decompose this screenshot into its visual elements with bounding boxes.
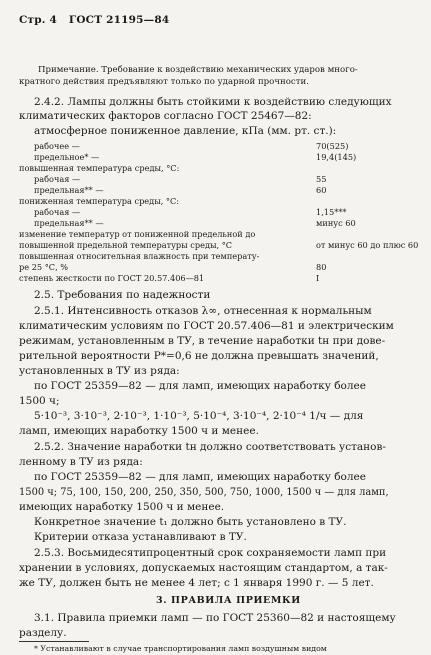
footnote-rule [19, 641, 89, 642]
param-label: повышенная относительная влажность при температу- [19, 251, 260, 261]
p253-line: хранении в условиях, допускаемых настоящим стандартом, а так- [19, 562, 388, 574]
note-line-1: Примечание. Требование к воздействию механических ударов много- [38, 65, 358, 75]
p251-line: климатическим условиям по ГОСТ 20.57.406—81 и электрическим [19, 320, 394, 332]
p251-line: 1500 ч; [19, 395, 60, 407]
p31-line: разделу. [19, 627, 67, 639]
p253-line: же ТУ, должен быть не менее 4 лет; с 1 января 1990 г. — 5 лет. [19, 577, 374, 589]
param-value: I [316, 273, 320, 283]
p252-line: 2.5.2. Значение наработки tн должно соответствовать установ- [34, 441, 386, 453]
param-label: рабочая — [34, 174, 81, 184]
p251-line: ламп, имеющих наработку 1500 ч и менее. [19, 425, 259, 437]
param-label: изменение температур от пониженной предельной до [19, 229, 256, 239]
page-header [19, 14, 169, 26]
param-label: рабочая — [34, 207, 81, 217]
p242-line-2: климатических факторов согласно ГОСТ 25467—82: [19, 110, 312, 122]
p31-line: 3.1. Правила приемки ламп — по ГОСТ 25360—82 и настоящему [34, 612, 396, 624]
param-value: 1,15*** [316, 207, 347, 217]
p251-line: режимам, установленным в ТУ, в течение наработки tн при дове- [19, 335, 386, 347]
param-value: 19,4(145) [316, 152, 357, 162]
param-value: 55 [316, 174, 327, 184]
param-value: 70(525) [316, 141, 349, 151]
p251-line: 2.5.1. Интенсивность отказов λ∞, отнесенная к нормальным [34, 305, 372, 317]
p251-line: по ГОСТ 25359—82 — для ламп, имеющих наработку более [34, 380, 366, 392]
param-label: степень жесткости по ГОСТ 20.57.406—81 [19, 273, 205, 283]
p252-line: Критерии отказа устанавливают в ТУ. [34, 531, 247, 543]
p252-line: по ГОСТ 25359—82 — для ламп, имеющих наработку более [34, 471, 366, 483]
note-line-2: кратного действия предъявляют только по ударной прочности. [19, 77, 309, 87]
footnote-line: * Устанавливают в случае транспортирования ламп воздушным видом [34, 644, 327, 653]
param-label: предельное* — [34, 152, 100, 162]
page-label: Стр. 4 [19, 14, 58, 26]
p251-line: 5·10⁻³, 3·10⁻³, 2·10⁻³, 1·10⁻³, 5·10⁻⁴, 3·10⁻⁴, 2·10⁻⁴ 1/ч — для [34, 410, 364, 422]
param-label: пониженная температура среды, °С: [19, 196, 180, 206]
param-value: минус 60 [316, 218, 356, 228]
p251-line: рительной вероятности P*=0,6 не должна превышать значений, [19, 350, 379, 362]
p252-line: ленному в ТУ из ряда: [19, 456, 143, 468]
param-label: предельная** — [34, 218, 104, 228]
p251-line: установленных в ТУ из ряда: [19, 365, 180, 377]
p252-line: Конкретное значение t₁ должно быть установлено в ТУ. [34, 516, 347, 528]
param-value: от минус 60 до плюс 60 [316, 240, 419, 250]
section-2-5-title: 2.5. Требования по надежности [34, 289, 211, 301]
param-value: 60 [316, 185, 327, 195]
section-3-title: 3. ПРАВИЛА ПРИЕМКИ [156, 595, 301, 606]
p242-line-3: атмосферное пониженное давление, кПа (мм. рт. ст.): [34, 125, 337, 137]
standard-number: ГОСТ 21195—84 [68, 14, 170, 26]
param-label: повышенной предельной температуры среды, °С [19, 240, 233, 250]
param-label: предельная** — [34, 185, 104, 195]
p252-line: имеющих наработку 1500 ч и менее. [19, 501, 225, 513]
p253-line: 2.5.3. Восьмидесятипроцентный срок сохраняемости ламп при [34, 547, 387, 559]
param-label: рабочее — [34, 141, 80, 151]
param-label: ре 25 °С, % [19, 262, 69, 272]
p252-line: 1500 ч; 75, 100, 150, 200, 250, 350, 500, 750, 1000, 1500 ч — для ламп, [19, 487, 389, 498]
param-label: повышенная температура среды, °С: [19, 163, 180, 173]
p242-line-1: 2.4.2. Лампы должны быть стойкими к воздействию следующих [34, 96, 392, 108]
param-value: 80 [316, 262, 327, 272]
